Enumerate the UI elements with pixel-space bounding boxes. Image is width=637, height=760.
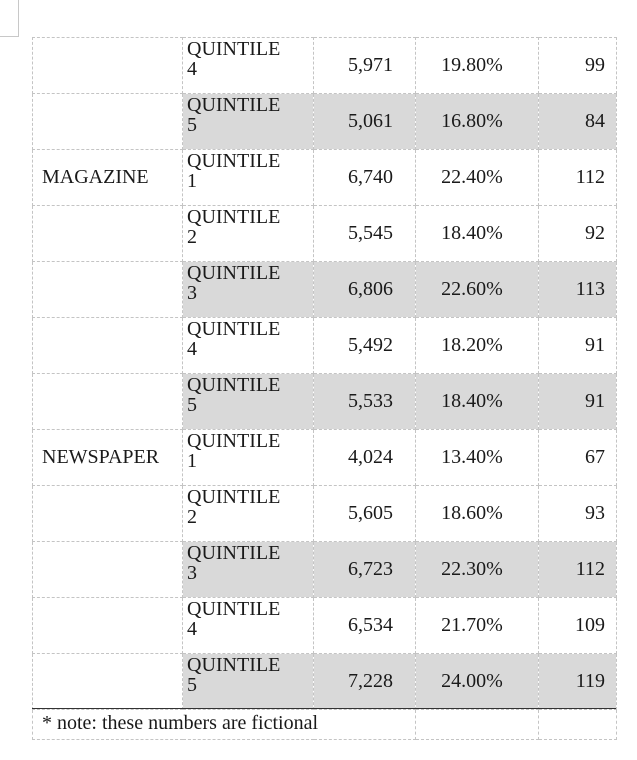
count-cell: 6,740: [314, 150, 416, 206]
media-type-cell: [33, 654, 183, 710]
table-row: [33, 94, 617, 150]
count-cell: 5,605: [314, 486, 416, 542]
quintile-cell: [183, 94, 314, 150]
quintile-cell: [183, 318, 314, 374]
count-cell: 5,533: [314, 374, 416, 430]
quintile-number: 2: [187, 506, 197, 528]
index-cell: 92: [539, 206, 617, 262]
table-row: [33, 38, 617, 94]
note-separator-line: [32, 708, 616, 709]
quintile-number: 3: [187, 282, 197, 304]
media-type-cell: [33, 262, 183, 318]
count-cell: 6,534: [314, 598, 416, 654]
index-cell: 67: [539, 430, 617, 486]
index-cell: 91: [539, 318, 617, 374]
quintile-number: 3: [187, 562, 197, 584]
table-row: [33, 598, 617, 654]
quintile-cell: [183, 374, 314, 430]
table-row: [33, 150, 617, 206]
table-row: [33, 206, 617, 262]
quintile-number: 1: [187, 450, 197, 472]
percent-cell: 22.40%: [416, 150, 539, 206]
count-cell: 4,024: [314, 430, 416, 486]
quintile-number: 1: [187, 170, 197, 192]
media-type-cell: [33, 486, 183, 542]
count-cell: 5,492: [314, 318, 416, 374]
media-type-cell: [33, 598, 183, 654]
table-row: [33, 262, 617, 318]
media-type-cell: [33, 318, 183, 374]
count-cell: 6,723: [314, 542, 416, 598]
media-type-cell: MAGAZINE: [33, 150, 183, 206]
quintile-number: 5: [187, 674, 197, 696]
table-row: [33, 374, 617, 430]
footnote: * note: these numbers are fictional: [33, 710, 416, 740]
index-cell: 112: [539, 542, 617, 598]
percent-cell: 18.40%: [416, 374, 539, 430]
percent-cell: 13.40%: [416, 430, 539, 486]
quintile-label: QUINTILE: [187, 150, 281, 172]
count-cell: 7,228: [314, 654, 416, 710]
quintile-number: 5: [187, 394, 197, 416]
quintile-number: 2: [187, 226, 197, 248]
quintile-label: QUINTILE: [187, 542, 281, 564]
percent-cell: 24.00%: [416, 654, 539, 710]
percent-cell: 18.20%: [416, 318, 539, 374]
table-row: [33, 654, 617, 710]
quintile-label: QUINTILE: [187, 206, 281, 228]
count-cell: 6,806: [314, 262, 416, 318]
quintile-cell: [183, 38, 314, 94]
table-row: [33, 542, 617, 598]
quintile-label: QUINTILE: [187, 654, 281, 676]
percent-cell: 22.30%: [416, 542, 539, 598]
quintile-cell: [183, 542, 314, 598]
index-cell: 99: [539, 38, 617, 94]
media-type-cell: [33, 374, 183, 430]
quintile-label: QUINTILE: [187, 262, 281, 284]
table-row: [33, 430, 617, 486]
quintile-cell: [183, 598, 314, 654]
count-cell: 5,061: [314, 94, 416, 150]
table-body: [33, 38, 617, 740]
percent-cell: 22.60%: [416, 262, 539, 318]
percent-cell: 18.40%: [416, 206, 539, 262]
percent-cell: 18.60%: [416, 486, 539, 542]
quintile-cell: [183, 150, 314, 206]
quintile-label: QUINTILE: [187, 486, 281, 508]
index-cell: 119: [539, 654, 617, 710]
index-cell: 113: [539, 262, 617, 318]
index-cell: 112: [539, 150, 617, 206]
media-type-cell: [33, 94, 183, 150]
count-cell: 5,545: [314, 206, 416, 262]
media-type-cell: [33, 206, 183, 262]
note-row: [33, 710, 617, 740]
quintile-cell: [183, 430, 314, 486]
index-cell: 93: [539, 486, 617, 542]
media-type-cell: [33, 542, 183, 598]
table-row: [33, 318, 617, 374]
percent-cell: 16.80%: [416, 94, 539, 150]
quintile-number: 4: [187, 338, 197, 360]
quintile-label: QUINTILE: [187, 38, 281, 60]
quintile-number: 4: [187, 618, 197, 640]
quintile-number: 5: [187, 114, 197, 136]
quintile-number: 4: [187, 58, 197, 80]
percent-cell: 21.70%: [416, 598, 539, 654]
quintile-label: QUINTILE: [187, 374, 281, 396]
page-margin-marker: [0, 0, 19, 37]
quintile-label: QUINTILE: [187, 318, 281, 340]
quintile-label: QUINTILE: [187, 598, 281, 620]
quintile-cell: [183, 654, 314, 710]
quintile-label: QUINTILE: [187, 430, 281, 452]
data-table: [32, 37, 617, 740]
quintile-cell: [183, 206, 314, 262]
empty-cell: [416, 710, 539, 740]
media-type-cell: [33, 38, 183, 94]
index-cell: 109: [539, 598, 617, 654]
media-type-cell: NEWSPAPER: [33, 430, 183, 486]
percent-cell: 19.80%: [416, 38, 539, 94]
quintile-label: QUINTILE: [187, 94, 281, 116]
count-cell: 5,971: [314, 38, 416, 94]
quintile-cell: [183, 486, 314, 542]
index-cell: 91: [539, 374, 617, 430]
index-cell: 84: [539, 94, 617, 150]
quintile-cell: [183, 262, 314, 318]
table-row: [33, 486, 617, 542]
empty-cell: [539, 710, 617, 740]
